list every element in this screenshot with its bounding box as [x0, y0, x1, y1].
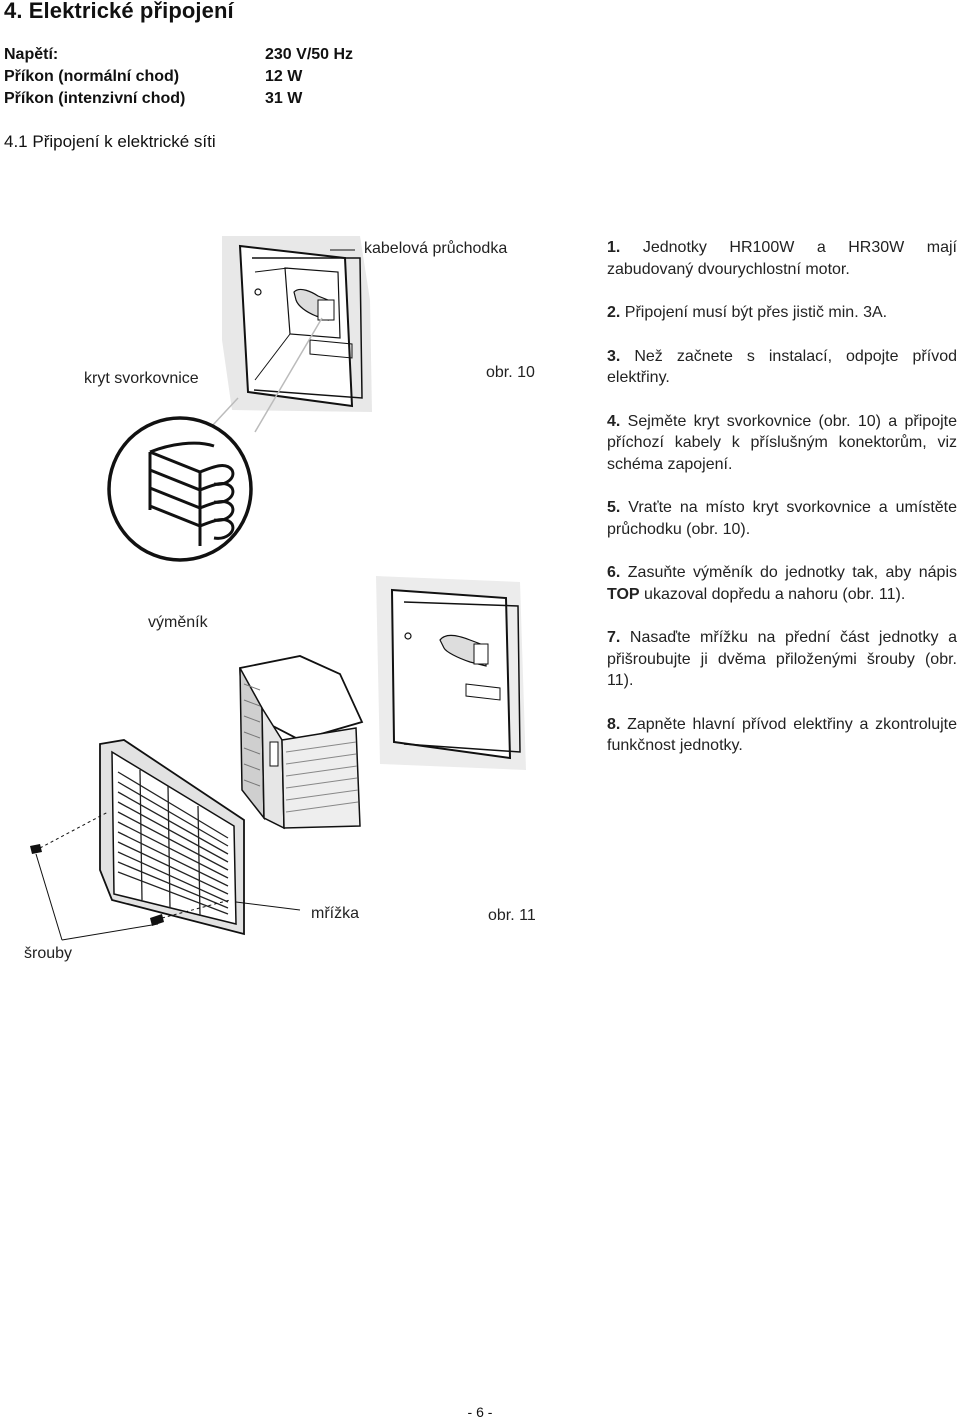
spec-label-voltage: Napětí:	[4, 46, 59, 63]
spec-value-power-intensive: 31 W	[265, 90, 303, 107]
step-4: 4. Sejměte kryt svorkovnice (obr. 10) a připojte příchozí kabely k příslušným konektorům, viz schéma zapojení.	[607, 412, 957, 473]
step-2: 2. Připojení musí být přes jistič min. 3A.	[607, 304, 888, 321]
terminal-cover-closeup	[109, 418, 251, 560]
unit-drawing	[376, 576, 526, 770]
subsection-heading: 4.1 Připojení k elektrické síti	[4, 132, 216, 151]
label-cable-gland: kabelová průchodka	[364, 240, 508, 257]
spec-label-power-intensive: Příkon (intenzivní chod)	[4, 90, 186, 107]
spec-label-power-normal: Příkon (normální chod)	[4, 68, 180, 85]
label-fig10: obr. 10	[486, 364, 535, 381]
spec-value-power-normal: 12 W	[265, 68, 303, 85]
step-5: 5. Vraťte na místo kryt svorkovnice a umístěte průchodku (obr. 10).	[607, 499, 957, 538]
grille-drawing	[100, 740, 244, 934]
spec-value-voltage: 230 V/50 Hz	[265, 46, 354, 63]
label-terminal-cover: kryt svorkovnice	[84, 370, 199, 387]
label-exchanger: výměník	[148, 614, 208, 631]
step-1: 1. Jednotky HR100W a HR30W mají zabudovaný dvourychlostní motor.	[607, 239, 957, 278]
step-3: 3. Než začnete s instalací, odpojte přívod elektřiny.	[607, 347, 957, 386]
step-7: 7. Nasaďte mřížku na přední část jednotky a přišroubujte ji dvěma přiloženými šrouby (obr. 11).	[607, 629, 957, 689]
terminal-box-drawing	[222, 236, 372, 412]
label-screws: šrouby	[24, 945, 73, 962]
step-8: 8. Zapněte hlavní přívod elektřiny a zkontrolujte funkčnost jednotky.	[607, 715, 957, 754]
step-6: 6. Zasuňte výměník do jednotky tak, aby nápis TOP ukazoval dopředu a nahoru (obr. 11).	[607, 564, 957, 603]
label-grille: mřížka	[311, 905, 359, 922]
section-heading: 4. Elektrické připojení	[4, 0, 234, 23]
label-fig11: obr. 11	[488, 907, 536, 924]
heat-exchanger-drawing	[240, 656, 362, 828]
page-number: - 6 -	[467, 1404, 493, 1420]
grille-pointer	[236, 902, 300, 910]
instruction-steps	[607, 237, 957, 779]
